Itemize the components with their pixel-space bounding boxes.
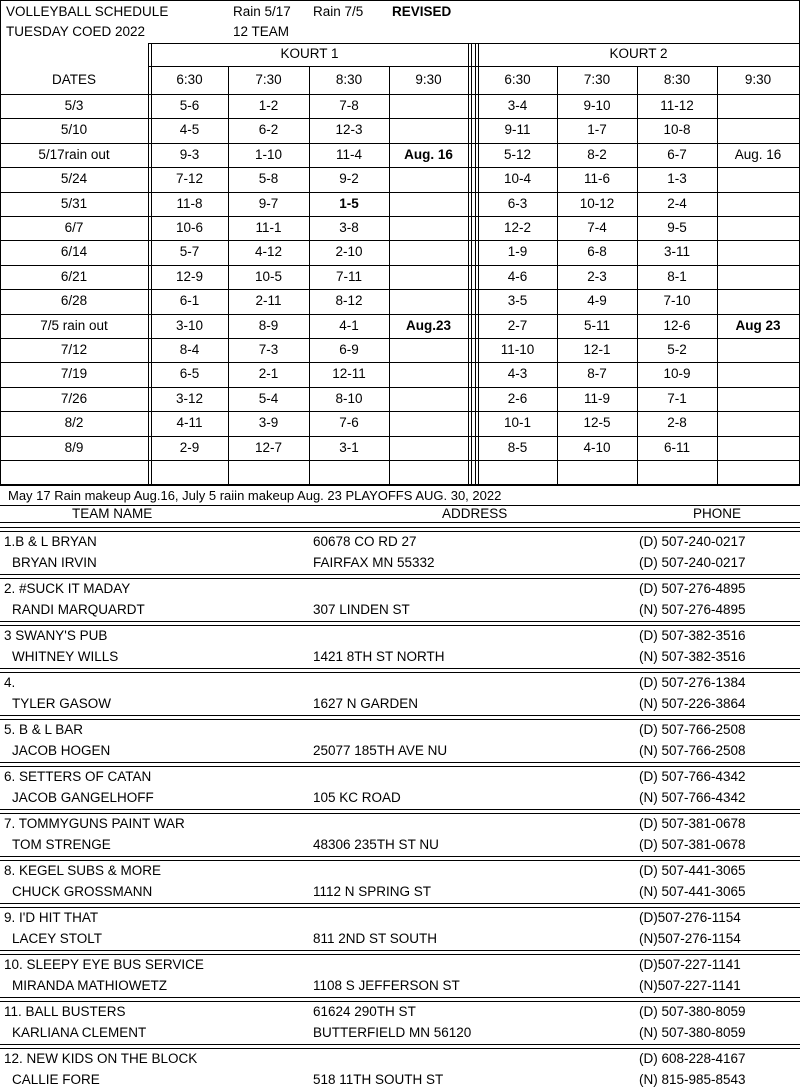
match-date: 5/3	[64, 98, 84, 113]
rule-line	[0, 1044, 800, 1045]
kourt-2-match: 7-1	[667, 391, 687, 406]
kourt-2-match: 10-8	[663, 122, 691, 137]
time-header: 8:30	[335, 72, 363, 87]
rule-line	[0, 950, 800, 951]
team-name: 6. SETTERS OF CATAN	[4, 769, 152, 784]
phone-night: (N) 507-380-8059	[639, 1025, 746, 1040]
revised-label: REVISED	[392, 4, 452, 19]
rule-line	[0, 997, 800, 998]
kourt-2-match: 2-4	[667, 196, 687, 211]
kourt-1-match: 12-3	[335, 122, 363, 137]
rule-line	[0, 625, 800, 626]
kourt-2-match: 12-1	[583, 342, 611, 357]
team-address-line-2: 811 2ND ST SOUTH	[313, 931, 438, 946]
team-captain: CALLIE FORE	[12, 1072, 100, 1087]
kourt-1-match: 11-4	[335, 147, 363, 162]
rule-line	[0, 762, 800, 763]
kourt-2-match: 7-4	[587, 220, 607, 235]
time-header: 9:30	[415, 72, 442, 87]
kourt-2-match: 11-12	[660, 98, 694, 113]
phone-day: (D) 507-240-0217	[639, 534, 746, 549]
kourt-1-match: 8-9	[258, 318, 279, 333]
kourt-2-match: 12-2	[503, 220, 532, 235]
kourt-1-match: 8-4	[179, 342, 200, 357]
kourt-2-match: 5-2	[667, 342, 687, 357]
phone-day: (D) 507-276-1384	[639, 675, 746, 690]
kourt-1-match: 4-12	[254, 244, 283, 259]
kourt-2-match: 11-9	[583, 391, 611, 406]
kourt-2-match: 6-7	[667, 147, 687, 162]
team-name-header: TEAM NAME	[72, 506, 153, 521]
kourt-1-match: 1-2	[258, 98, 279, 113]
rule-line	[0, 954, 800, 955]
kourt-1-match: 10-6	[175, 220, 204, 235]
rain-date-2: Rain 7/5	[313, 4, 364, 19]
kourt-1-match: 2-11	[255, 293, 282, 308]
match-date: 6/21	[60, 269, 88, 284]
kourt-2-match: 9-10	[583, 98, 611, 113]
team-captain: CHUCK GROSSMANN	[12, 884, 153, 899]
kourt-2-match: 8-2	[587, 147, 607, 162]
kourt-2-match: 2-3	[587, 269, 607, 284]
kourt-2-match: 1-9	[507, 244, 528, 259]
kourt-2-match: 4-10	[583, 440, 611, 455]
kourt-1-match: 5-7	[179, 244, 200, 259]
kourt-1-match: 3-8	[339, 220, 359, 235]
team-captain: JACOB HOGEN	[12, 743, 111, 758]
team-name: 9. I'D HIT THAT	[4, 910, 99, 925]
phone-night: (N)507-227-1141	[639, 978, 741, 993]
phone-day: (D)507-276-1154	[639, 910, 741, 925]
kourt-2-match: 2-8	[667, 415, 687, 430]
match-date: 6/14	[60, 244, 88, 259]
kourt-2-match: 9-5	[667, 220, 687, 235]
kourt-2-header: KOURT 2	[609, 46, 668, 61]
phone-night: (D) 507-240-0217	[639, 555, 746, 570]
dates-header: DATES	[51, 72, 96, 87]
kourt-1-match: 2-9	[179, 440, 200, 455]
rule-line	[0, 766, 800, 767]
team-captain: BRYAN IRVIN	[12, 555, 97, 570]
kourt-1-match: 5-8	[258, 171, 279, 186]
kourt-1-match: 7-12	[175, 171, 204, 186]
team-address-line-2: BUTTERFIELD MN 56120	[313, 1025, 472, 1040]
kourt-1-match: 3-9	[258, 415, 279, 430]
match-date: 5/17rain out	[38, 147, 110, 162]
team-name: 4.	[4, 675, 16, 690]
phone-night: (N) 507-441-3065	[639, 884, 746, 899]
rule-line	[0, 813, 800, 814]
kourt-1-match: 2-10	[335, 244, 363, 259]
kourt-2-match: Aug. 16	[734, 147, 782, 162]
team-address-line-2: 1627 N GARDEN	[313, 696, 419, 711]
match-date: 7/19	[60, 366, 88, 381]
kourt-2-match: 7-10	[663, 293, 691, 308]
team-address-line-2: 1108 S JEFFERSON ST	[313, 978, 460, 993]
kourt-2-match: 5-11	[583, 318, 611, 333]
schedule-subtitle: TUESDAY COED 2022	[6, 24, 146, 39]
team-name: 10. SLEEPY EYE BUS SERVICE	[4, 957, 204, 972]
kourt-1-match: 1-5	[339, 196, 359, 211]
kourt-1-match: 12-7	[254, 440, 283, 455]
kourt-1-match: 2-1	[258, 366, 279, 381]
phone-night: (N) 815-985-8543	[639, 1072, 746, 1087]
rule-line	[0, 1048, 800, 1049]
team-name: 1.B & L BRYAN	[4, 534, 97, 549]
kourt-2-match: 3-4	[507, 98, 528, 113]
rule-line	[0, 809, 800, 810]
phone-day: (D) 507-382-3516	[639, 628, 746, 643]
team-captain: KARLIANA CLEMENT	[12, 1025, 147, 1040]
rule-line	[0, 578, 800, 579]
kourt-2-match: 10-1	[503, 415, 532, 430]
time-header: 8:30	[663, 72, 691, 87]
team-name: 3 SWANY'S PUB	[4, 628, 108, 643]
rain-date-1: Rain 5/17	[233, 4, 291, 19]
time-header: 6:30	[176, 72, 203, 87]
rule-line	[0, 856, 800, 857]
kourt-1-match: 12-9	[175, 269, 204, 284]
phone-night: (N) 507-226-3864	[639, 696, 746, 711]
kourt-1-match: 11-8	[176, 196, 203, 211]
kourt-1-match: 6-1	[179, 293, 200, 308]
rule-line	[0, 527, 800, 528]
rule-line	[0, 715, 800, 716]
team-address-line-2: 105 KC ROAD	[313, 790, 401, 805]
phone-day: (D) 608-228-4167	[639, 1051, 746, 1066]
kourt-2-match: 1-3	[667, 171, 687, 186]
phone-night: (N) 507-766-4342	[639, 790, 746, 805]
kourt-1-match: 6-5	[179, 366, 200, 381]
kourt-1-match: Aug.23	[405, 318, 451, 333]
team-address-line-2: 518 11TH SOUTH ST	[313, 1072, 444, 1087]
kourt-1-match: 1-10	[254, 147, 283, 162]
kourt-2-match: 8-7	[587, 366, 607, 381]
phone-night: (D) 507-381-0678	[639, 837, 746, 852]
team-address-line-2: 307 LINDEN ST	[313, 602, 410, 617]
kourt-2-match: Aug 23	[735, 318, 781, 333]
phone-day: (D) 507-381-0678	[639, 816, 746, 831]
kourt-1-match: 5-6	[179, 98, 200, 113]
time-header: 7:30	[583, 72, 611, 87]
kourt-1-match: 9-3	[179, 147, 200, 162]
team-address-line-2: FAIRFAX MN 55332	[313, 555, 435, 570]
kourt-1-header: KOURT 1	[280, 46, 339, 61]
kourt-1-match: 3-10	[175, 318, 204, 333]
team-captain: WHITNEY WILLS	[12, 649, 119, 664]
time-header: 6:30	[504, 72, 531, 87]
kourt-1-match: 12-11	[332, 366, 366, 381]
kourt-1-match: 3-12	[175, 391, 204, 406]
match-date: 7/12	[60, 342, 88, 357]
match-date: 6/28	[60, 293, 88, 308]
match-date: 5/10	[60, 122, 88, 137]
team-captain: TOM STRENGE	[12, 837, 111, 852]
match-date: 5/24	[60, 171, 88, 186]
kourt-2-match: 8-1	[667, 269, 687, 284]
kourt-1-match: 6-2	[258, 122, 279, 137]
rule-line	[0, 907, 800, 908]
team-captain: LACEY STOLT	[12, 931, 103, 946]
match-date: 5/31	[60, 196, 88, 211]
match-date: 6/7	[64, 220, 84, 235]
match-date: 7/5 rain out	[40, 318, 108, 333]
kourt-1-match: 7-8	[339, 98, 359, 113]
team-address-line-1: 61624 290TH ST	[313, 1004, 416, 1019]
match-date: 7/26	[60, 391, 88, 406]
team-captain: TYLER GASOW	[12, 696, 112, 711]
rule-line	[0, 522, 800, 523]
rule-line	[0, 860, 800, 861]
team-address-line-2: 1112 N SPRING ST	[313, 884, 432, 899]
team-name: 8. KEGEL SUBS & MORE	[4, 863, 162, 878]
team-name: 7. TOMMYGUNS PAINT WAR	[4, 816, 185, 831]
team-name: 11. BALL BUSTERS	[4, 1004, 126, 1019]
kourt-2-match: 2-7	[507, 318, 528, 333]
phone-day: (D)507-227-1141	[639, 957, 741, 972]
phone-day: (D) 507-766-2508	[639, 722, 746, 737]
rule-line	[0, 672, 800, 673]
kourt-2-match: 4-9	[587, 293, 607, 308]
time-header: 9:30	[744, 72, 772, 87]
kourt-1-match: 3-1	[339, 440, 359, 455]
rule-line	[0, 574, 800, 575]
rule-line	[0, 903, 800, 904]
team-address-line-1: 60678 CO RD 27	[313, 534, 417, 549]
kourt-2-match: 10-12	[579, 196, 615, 211]
team-name: 5. B & L BAR	[4, 722, 84, 737]
kourt-2-match: 10-9	[663, 366, 691, 381]
phone-night: (N) 507-766-2508	[639, 743, 746, 758]
match-date: 8/2	[64, 415, 84, 430]
team-address-line-2: 48306 235TH ST NU	[313, 837, 439, 852]
kourt-2-match: 4-3	[507, 366, 528, 381]
phone-night: (N) 507-276-4895	[639, 602, 746, 617]
kourt-1-match: 7-3	[258, 342, 279, 357]
rule-line	[0, 1001, 800, 1002]
kourt-2-match: 12-5	[583, 415, 611, 430]
kourt-2-match: 6-3	[507, 196, 528, 211]
phone-header: PHONE	[693, 506, 742, 521]
address-header: ADDRESS	[442, 506, 508, 521]
kourt-2-match: 6-8	[587, 244, 607, 259]
team-name: 12. NEW KIDS ON THE BLOCK	[4, 1051, 198, 1066]
kourt-1-match: 4-5	[179, 122, 200, 137]
kourt-1-match: 7-6	[339, 415, 359, 430]
kourt-2-match: 6-11	[663, 440, 691, 455]
phone-night: (N) 507-382-3516	[639, 649, 746, 664]
kourt-1-match: 9-7	[258, 196, 279, 211]
kourt-1-match: 9-2	[339, 171, 359, 186]
kourt-2-match: 12-6	[663, 318, 691, 333]
team-captain: MIRANDA MATHIOWETZ	[12, 978, 167, 993]
match-date: 8/9	[64, 440, 84, 455]
rule-line	[0, 719, 800, 720]
rule-line	[0, 531, 800, 532]
kourt-1-match: Aug. 16	[404, 147, 453, 162]
rule-line	[0, 621, 800, 622]
kourt-1-match: 8-12	[335, 293, 363, 308]
team-address-line-2: 25077 185TH AVE NU	[313, 743, 448, 758]
schedule-title: VOLLEYBALL SCHEDULE	[6, 4, 169, 19]
kourt-1-match: 6-9	[339, 342, 359, 357]
kourt-1-match: 7-11	[335, 269, 363, 284]
kourt-2-match: 11-6	[583, 171, 611, 186]
time-header: 7:30	[255, 72, 282, 87]
kourt-2-match: 9-11	[504, 122, 531, 137]
kourt-2-match: 5-12	[503, 147, 532, 162]
kourt-2-match: 3-11	[663, 244, 691, 259]
kourt-1-match: 11-1	[255, 220, 282, 235]
kourt-2-match: 11-10	[500, 342, 535, 357]
phone-day: (D) 507-766-4342	[639, 769, 746, 784]
kourt-2-match: 10-4	[503, 171, 532, 186]
kourt-1-match: 4-1	[339, 318, 359, 333]
team-captain: RANDI MARQUARDT	[12, 602, 145, 617]
kourt-2-match: 2-6	[507, 391, 528, 406]
kourt-2-match: 1-7	[587, 122, 607, 137]
kourt-2-match: 8-5	[507, 440, 528, 455]
team-name: 2. #SUCK IT MADAY	[4, 581, 131, 596]
kourt-1-match: 5-4	[258, 391, 279, 406]
kourt-2-match: 3-5	[507, 293, 528, 308]
phone-day: (D) 507-276-4895	[639, 581, 746, 596]
kourt-2-match: 4-6	[507, 269, 528, 284]
kourt-1-match: 8-10	[335, 391, 363, 406]
rule-line	[0, 668, 800, 669]
team-captain: JACOB GANGELHOFF	[12, 790, 154, 805]
phone-day: (D) 507-441-3065	[639, 863, 746, 878]
phone-day: (D) 507-380-8059	[639, 1004, 746, 1019]
team-count: 12 TEAM	[233, 24, 290, 39]
team-address-line-2: 1421 8TH ST NORTH	[313, 649, 445, 664]
makeup-note: May 17 Rain makeup Aug.16, July 5 raiin makeup Aug. 23 PLAYOFFS AUG. 30, 2022	[8, 488, 502, 503]
kourt-1-match: 10-5	[254, 269, 283, 284]
kourt-1-match: 4-11	[176, 415, 203, 430]
phone-night: (N)507-276-1154	[639, 931, 741, 946]
